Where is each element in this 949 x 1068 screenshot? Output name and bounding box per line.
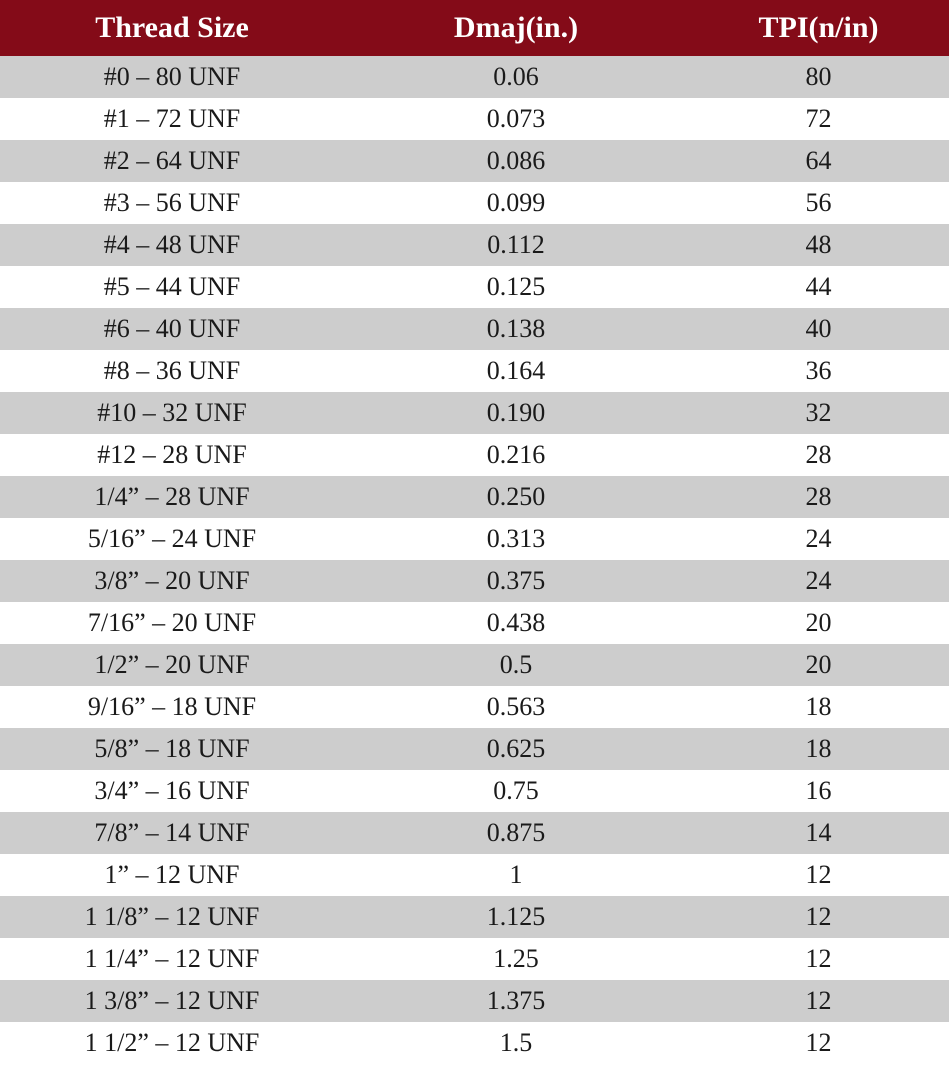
cell-tpi: 24: [688, 560, 949, 602]
cell-thread-size: 1” – 12 UNF: [0, 854, 344, 896]
table-row: [0, 56, 949, 98]
cell-thread-size: #5 – 44 UNF: [0, 266, 344, 308]
cell-dmaj: 0.086: [344, 140, 688, 182]
cell-tpi: 12: [688, 1022, 949, 1064]
cell-tpi: 48: [688, 224, 949, 266]
cell-thread-size: 1 1/4” – 12 UNF: [0, 938, 344, 980]
table-row: [0, 182, 949, 224]
cell-dmaj: 0.875: [344, 812, 688, 854]
table-row: [0, 518, 949, 560]
cell-dmaj: 1.5: [344, 1022, 688, 1064]
table-row: [0, 896, 949, 938]
table-row: [0, 140, 949, 182]
cell-tpi: 28: [688, 476, 949, 518]
cell-thread-size: #1 – 72 UNF: [0, 98, 344, 140]
table-row: [0, 854, 949, 896]
table-row: [0, 350, 949, 392]
cell-dmaj: 0.216: [344, 434, 688, 476]
table-row: [0, 476, 949, 518]
cell-dmaj: 0.625: [344, 728, 688, 770]
cell-dmaj: 1.125: [344, 896, 688, 938]
cell-thread-size: #8 – 36 UNF: [0, 350, 344, 392]
table-row: [0, 938, 949, 980]
cell-dmaj: 0.125: [344, 266, 688, 308]
cell-tpi: 20: [688, 602, 949, 644]
cell-dmaj: 0.563: [344, 686, 688, 728]
cell-tpi: 64: [688, 140, 949, 182]
cell-thread-size: 7/8” – 14 UNF: [0, 812, 344, 854]
header-tpi: TPI(n/in): [688, 0, 949, 56]
header-row: [0, 0, 949, 56]
cell-dmaj: 0.112: [344, 224, 688, 266]
cell-thread-size: #12 – 28 UNF: [0, 434, 344, 476]
cell-dmaj: 0.75: [344, 770, 688, 812]
cell-tpi: 12: [688, 938, 949, 980]
cell-tpi: 40: [688, 308, 949, 350]
table-row: [0, 98, 949, 140]
header-thread-size: Thread Size: [0, 0, 344, 56]
cell-tpi: 16: [688, 770, 949, 812]
cell-dmaj: 0.375: [344, 560, 688, 602]
cell-dmaj: 0.313: [344, 518, 688, 560]
cell-tpi: 80: [688, 56, 949, 98]
cell-dmaj: 1: [344, 854, 688, 896]
cell-tpi: 20: [688, 644, 949, 686]
cell-tpi: 72: [688, 98, 949, 140]
cell-thread-size: 1 3/8” – 12 UNF: [0, 980, 344, 1022]
table-row: [0, 728, 949, 770]
cell-thread-size: 5/16” – 24 UNF: [0, 518, 344, 560]
cell-dmaj: 0.250: [344, 476, 688, 518]
table-row: [0, 644, 949, 686]
cell-dmaj: 0.5: [344, 644, 688, 686]
cell-dmaj: 0.164: [344, 350, 688, 392]
cell-thread-size: #0 – 80 UNF: [0, 56, 344, 98]
cell-thread-size: 1 1/2” – 12 UNF: [0, 1022, 344, 1064]
cell-tpi: 12: [688, 896, 949, 938]
cell-thread-size: 1/4” – 28 UNF: [0, 476, 344, 518]
cell-tpi: 18: [688, 686, 949, 728]
cell-tpi: 14: [688, 812, 949, 854]
cell-tpi: 24: [688, 518, 949, 560]
table-body: [0, 56, 949, 1064]
cell-tpi: 18: [688, 728, 949, 770]
cell-thread-size: 1/2” – 20 UNF: [0, 644, 344, 686]
cell-thread-size: #4 – 48 UNF: [0, 224, 344, 266]
cell-tpi: 56: [688, 182, 949, 224]
cell-thread-size: 7/16” – 20 UNF: [0, 602, 344, 644]
header-dmaj: Dmaj(in.): [344, 0, 688, 56]
cell-thread-size: #2 – 64 UNF: [0, 140, 344, 182]
cell-tpi: 12: [688, 854, 949, 896]
cell-thread-size: 3/8” – 20 UNF: [0, 560, 344, 602]
cell-dmaj: 0.073: [344, 98, 688, 140]
table-row: [0, 686, 949, 728]
cell-thread-size: 1 1/8” – 12 UNF: [0, 896, 344, 938]
cell-thread-size: #6 – 40 UNF: [0, 308, 344, 350]
cell-dmaj: 0.438: [344, 602, 688, 644]
table-row: [0, 224, 949, 266]
table-row: [0, 308, 949, 350]
table-row: [0, 812, 949, 854]
cell-tpi: 12: [688, 980, 949, 1022]
table-row: [0, 602, 949, 644]
cell-tpi: 36: [688, 350, 949, 392]
cell-thread-size: 3/4” – 16 UNF: [0, 770, 344, 812]
cell-dmaj: 0.099: [344, 182, 688, 224]
table-row: [0, 434, 949, 476]
cell-tpi: 44: [688, 266, 949, 308]
table-row: [0, 392, 949, 434]
cell-dmaj: 0.190: [344, 392, 688, 434]
cell-thread-size: 9/16” – 18 UNF: [0, 686, 344, 728]
cell-dmaj: 1.25: [344, 938, 688, 980]
table-row: [0, 266, 949, 308]
cell-tpi: 28: [688, 434, 949, 476]
table-row: [0, 770, 949, 812]
cell-tpi: 32: [688, 392, 949, 434]
table-header: [0, 0, 949, 56]
cell-dmaj: 0.138: [344, 308, 688, 350]
table-row: [0, 980, 949, 1022]
cell-thread-size: #10 – 32 UNF: [0, 392, 344, 434]
cell-thread-size: #3 – 56 UNF: [0, 182, 344, 224]
cell-dmaj: 0.06: [344, 56, 688, 98]
table-row: [0, 560, 949, 602]
cell-thread-size: 5/8” – 18 UNF: [0, 728, 344, 770]
table-row: [0, 1022, 949, 1064]
cell-dmaj: 1.375: [344, 980, 688, 1022]
